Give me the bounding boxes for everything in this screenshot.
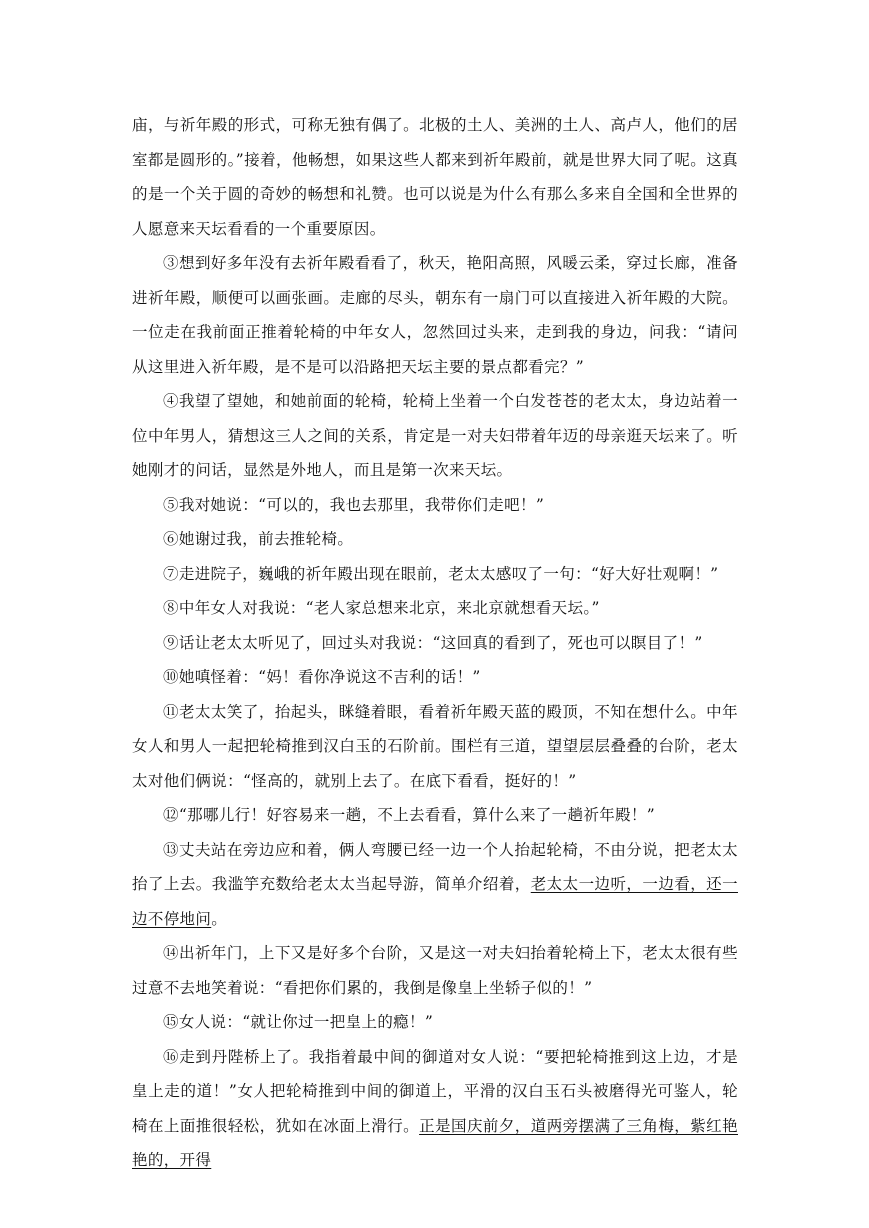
paragraph-text: ⑨话让老太太听见了，回过头对我说：“这回真的看到了，死也可以瞑目了！” xyxy=(163,633,703,652)
underlined-text: 老太太一边听，一边看，还一边不停地问 xyxy=(132,875,738,928)
paragraph xyxy=(132,936,738,1005)
paragraph-text: ⑦走进院子，巍峨的祈年殿出现在眼前，老太太感叹了一句：“好大好壮观啊！” xyxy=(163,564,719,583)
paragraph xyxy=(132,246,738,384)
paragraph-text: ⑯走到丹陛桥上了。我指着最中间的御道对女人说：“要把轮椅推到这上边，才是皇上走的道！”女人把轮椅推到中间的御道上，平滑的汉白玉石头被磨得光可鉴人，轮椅在上面推很轻松，犹如在冰面上滑行。 xyxy=(132,1047,738,1135)
paragraph xyxy=(132,660,738,695)
paragraph xyxy=(132,695,738,799)
paragraph-text: ⑥她谢过我，前去推轮椅。 xyxy=(163,530,354,548)
paragraph-text: ④我望了望她，和她前面的轮椅，轮椅上坐着一个白发苍苍的老太太，身边站着一位中年男人，猜想这三人之间的关系，肯定是一对夫妇带着年迈的母亲逛天坛来了。听她刚才的问话，显然是外地人，而且是第一次来天坛。 xyxy=(132,392,738,479)
paragraph xyxy=(132,384,738,488)
paragraph-text: ⑬丈夫站在旁边应和着，俩人弯腰已经一边一个人抬起轮椅，不由分说，把老太太抬了上去。我滥竽充数给老太太当起导游，简单介绍着， xyxy=(132,840,738,893)
paragraph-text: ⑤我对她说：“可以的，我也去那里，我带你们走吧！” xyxy=(163,495,545,514)
paragraph xyxy=(132,833,738,937)
paragraph xyxy=(132,798,738,833)
underlined-text: 正是国庆前夕，道两旁摆满了三角梅，紫红艳艳的，开得 xyxy=(132,1116,738,1169)
paragraph-text: ③想到好多年没有去祈年殿看看了，秋天，艳阳高照，风暖云柔，穿过长廊，准备进祈年殿，顺便可以画张画。走廊的尽头，朝东有一扇门可以直接进入祈年殿的大院。一位走在我前面正推着轮椅的中年女人，忽然回过头来，走到我的身边，问我：“请问从这里进入祈年殿，是不是可以沿路把天坛主要的景点都看完？” xyxy=(132,254,738,376)
paragraph xyxy=(132,1005,738,1040)
paragraph-text: ⑫“那哪儿行！好容易来一趟，不上去看看，算什么来了一趟祈年殿！” xyxy=(163,806,656,824)
paragraph-text: ⑧中年女人对我说：“老人家总想来北京，来北京就想看天坛。” xyxy=(163,599,600,617)
paragraph xyxy=(132,626,738,661)
paragraph-text: 庙，与祈年殿的形式，可称无独有偶了。北极的土人、美洲的土人、高卢人，他们的居室都是圆形的。”接着，他畅想，如果这些人都来到祈年殿前，就是世界大同了呢。这真的是一个关于圆的奇妙的畅想和礼赞。也可以说是为什么有那么多来自全国和全世界的人愿意来天坛看看的一个重要原因。 xyxy=(132,116,738,238)
paragraph-text: ⑪老太太笑了，抬起头，眯缝着眼，看着祈年殿天蓝的殿顶，不知在想什么。中年女人和男人一起把轮椅推到汉白玉的石阶前。围栏有三道，望望层层叠叠的台阶，老太太对他们俩说：“怪高的，就别上去了。在底下看看，挺好的！” xyxy=(132,702,738,790)
paragraph xyxy=(132,591,738,626)
paragraph-text: ⑩她嗔怪着：“妈！看你净说这不吉利的话！” xyxy=(163,668,481,686)
paragraph xyxy=(132,557,738,592)
article-body xyxy=(132,108,738,1178)
paragraph xyxy=(132,522,738,557)
paragraph xyxy=(132,1040,738,1178)
paragraph-text: ⑮女人说：“就让你过一把皇上的瘾！” xyxy=(163,1013,434,1031)
paragraph-text: 。 xyxy=(211,909,228,928)
paragraph xyxy=(132,488,738,523)
paragraph xyxy=(132,108,738,246)
paragraph-text: ⑭出祈年门，上下又是好多个台阶，又是这一对夫妇抬着轮椅上下，老太太很有些过意不去地笑着说：“看把你们累的，我倒是像皇上坐轿子似的！” xyxy=(132,944,738,997)
